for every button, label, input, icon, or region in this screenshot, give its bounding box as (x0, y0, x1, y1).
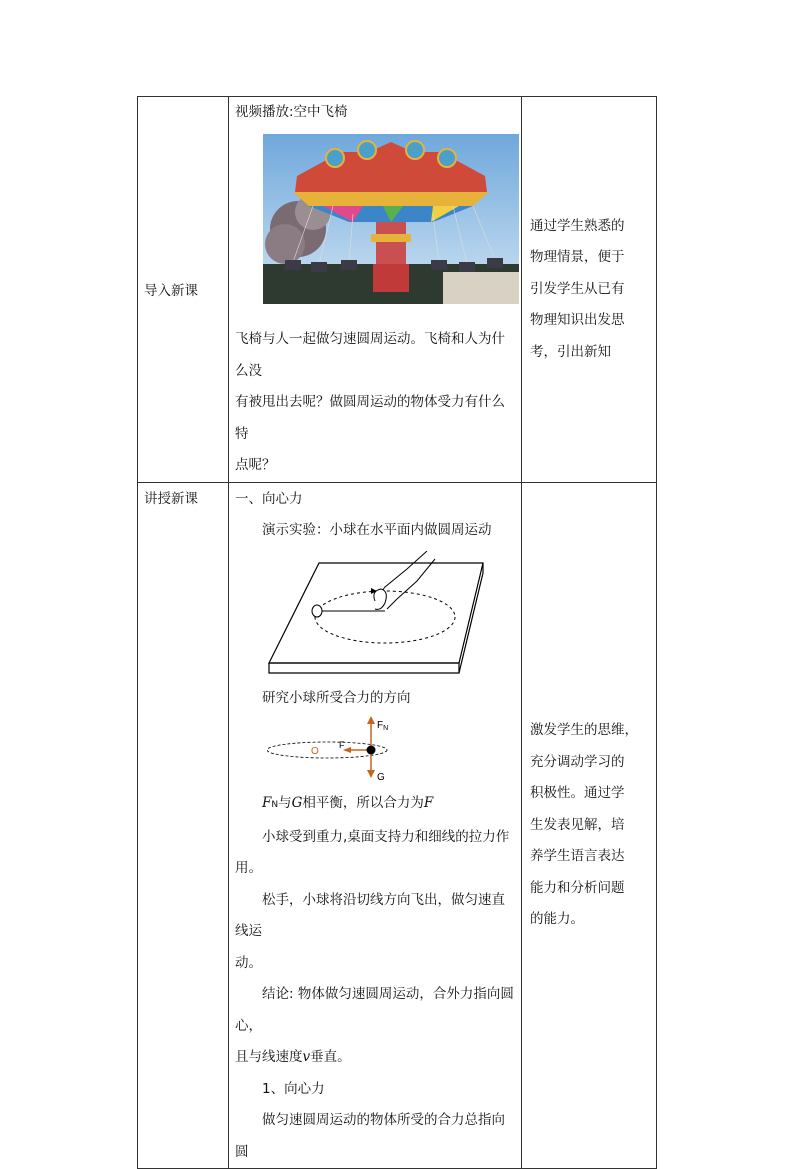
force-label-g: G (377, 772, 385, 783)
question-line: 点呢？ (235, 457, 276, 473)
conclusion-line: 结论: 物体做匀速圆周运动，合外力指向圆心， (235, 986, 514, 1034)
force-label-f: F (339, 740, 345, 750)
swing-ride-photo (263, 134, 519, 304)
lesson-plan-table (137, 96, 657, 1169)
stage-label: 讲授新课 (144, 490, 198, 507)
conclusion-line: 且与线速度v垂直。 (235, 1049, 351, 1065)
balance-line: FN与G相平衡，所以合力为F (262, 795, 434, 811)
definition-line: 做匀速圆周运动的物体所受的合力总指向圆 (235, 1112, 505, 1160)
release-line: 松手，小球将沿切线方向飞出，做匀速直线运 (235, 891, 505, 939)
stage-label: 导入新课 (144, 283, 198, 300)
intent-line: 物理知识出发思 (530, 312, 625, 328)
content-cell (229, 97, 522, 483)
intent-line: 养学生语言表达 (530, 848, 625, 864)
stage-cell (138, 482, 229, 1169)
intent-line: 引发学生从已有 (530, 280, 625, 297)
intent-line: 生发表见解，培 (530, 816, 625, 833)
intent-line: 通过学生熟悉的 (530, 217, 625, 234)
stage-cell (138, 97, 229, 483)
subheading: 1、向心力 (262, 1080, 325, 1097)
intent-cell (522, 482, 657, 1169)
table-row-lecture (138, 482, 657, 1169)
video-title: 视频播放:空中飞椅 (235, 104, 348, 120)
intent-line: 充分调动学习的 (530, 753, 625, 770)
table-row-intro (138, 97, 657, 483)
intent-line: 考，引出新知 (530, 343, 611, 360)
intent-line: 积极性。通过学 (530, 785, 625, 801)
question-line: 有被甩出去呢？做圆周运动的物体受力有什么特 (235, 394, 505, 442)
intent-line: 物理情景，便于 (530, 249, 625, 265)
force-diagram (267, 714, 427, 784)
intent-line: 激发学生的思维， (530, 722, 638, 738)
center-label-o: O (311, 746, 319, 757)
release-line: 动。 (235, 954, 262, 971)
intent-line: 能力和分析问题 (530, 879, 625, 896)
study-line: 研究小球所受合力的方向 (262, 689, 411, 706)
demo-title: 演示实验：小球在水平面内做圆周运动 (262, 522, 492, 538)
intent-line: 的能力。 (530, 911, 584, 927)
question-line: 飞椅与人一起做匀速圆周运动。飞椅和人为什么没 (235, 331, 505, 379)
demo-experiment-diagram (267, 551, 487, 681)
section-heading: 一、向心力 (235, 490, 303, 507)
intent-cell (522, 97, 657, 483)
force-label-fn: $F_N$ (377, 720, 389, 732)
content-cell (229, 482, 522, 1169)
forces-line: 小球受到重力,桌面支持力和细线的拉力作用。 (235, 828, 510, 876)
